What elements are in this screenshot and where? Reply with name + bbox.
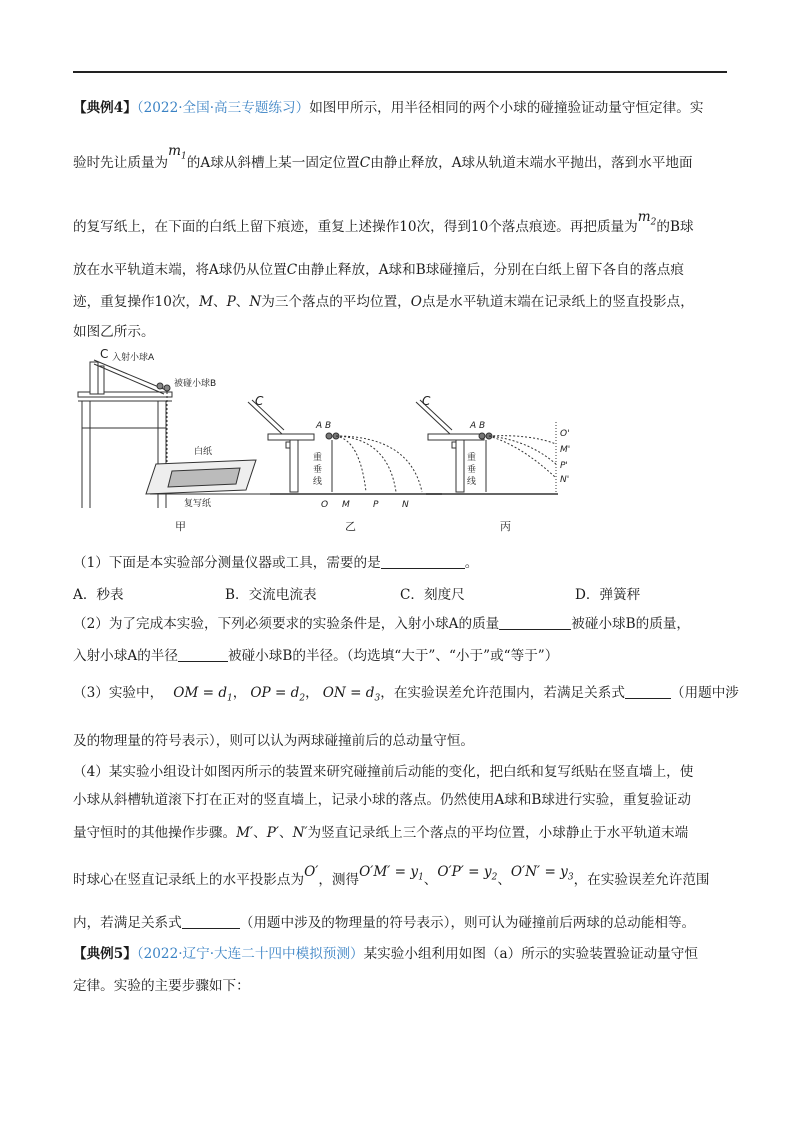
option-b: B．交流电流表 <box>225 587 317 603</box>
ex4-source: （2022·全国·高三专题练习） <box>136 100 310 116</box>
q4-line5 <box>73 913 733 933</box>
q4-line2: 小球从斜槽轨道滚下打在正对的竖直墙上，记录小球的落点。仍然使用A球和B球进行实验，重复验证动 <box>73 792 691 808</box>
sym-P-prime: P′ <box>266 825 279 841</box>
jia-label-carbon: 复写纸 <box>184 499 212 509</box>
ex4-text-5b: 为三个落点的平均位置， <box>261 294 411 310</box>
svg-text:垂: 垂 <box>313 465 323 475</box>
ex5-line2: 定律。实验的主要步骤如下： <box>73 978 250 994</box>
q4-text-d2: ，测得 <box>318 872 360 888</box>
ex4-text-4b: 由静止释放，A球和B球碰撞后，分别在白纸上留下各自的落点痕 <box>297 262 684 278</box>
jia-caption: 甲 <box>175 520 186 533</box>
bing-label-P1: P' <box>560 461 568 471</box>
option-a: A．秒表 <box>73 587 124 603</box>
m2-symbol: $m_2$ <box>637 209 657 228</box>
sym-O: O <box>410 294 422 310</box>
q3-text-a: （3）实验中， <box>73 685 164 701</box>
ex4-text-2a: 验时先让质量为 <box>73 155 169 171</box>
q4-line3: 量守恒时的其他操作步骤。M′、P′、N′为竖直记录纸上三个落点的平均位置，小球静止于水平轨道末端 <box>73 825 689 841</box>
q3-line1: （3）实验中， OM = $d_1$， OP = $d_2$， ON = $d_3$，在实验误差允许范围内，若满足关系式 （用题中涉 <box>73 685 739 704</box>
yi-caption: 乙 <box>345 520 356 533</box>
m1-symbol: $m_1$ <box>168 143 187 162</box>
ex4-text-2b: 的A球从斜槽上某一固定位置 <box>186 155 360 171</box>
bing-label-plumb: 重 <box>467 453 477 463</box>
header-rule <box>73 71 727 73</box>
q1-answer-blank[interactable] <box>381 554 465 569</box>
formula-y1: $O'M' = y_1$ <box>359 864 424 883</box>
yi-label-P: P <box>373 500 379 510</box>
q2-text-c: 入射小球A的半径 <box>73 648 178 664</box>
jia-label-incident: 入射小球A <box>112 353 155 363</box>
q3-line2: 及的物理量的符号表示），则可以认为两球碰撞前后的总动量守恒。 <box>73 733 475 749</box>
ex4-line5: 迹，重复操作10次，M、P、N为三个落点的平均位置，O点是水平轨道末端在记录纸上的竖直投影点， <box>73 294 694 310</box>
yi-label-C: C <box>255 394 264 408</box>
q3-blank[interactable] <box>625 684 671 699</box>
q3-text-b: ，在实验误差允许范围内，若满足关系式 <box>380 685 625 701</box>
bing-label-O1: O' <box>560 429 570 439</box>
sym-N: N <box>249 294 262 310</box>
formula-om: OM = $d_1$ <box>173 685 233 704</box>
q1-line <box>73 553 733 573</box>
ex5-source: （2022·辽宁·大连二十四中模拟预测） <box>136 946 364 962</box>
q1-text: （1）下面是本实验部分测量仪器或工具，需要的是 <box>73 555 381 571</box>
sym-O-prime: O′ <box>304 864 319 880</box>
yi-label-plumb: 重 <box>313 453 323 463</box>
ex4-line6: 如图乙所示。 <box>73 324 155 340</box>
q4-text-c2: 为竖直记录纸上三个落点的平均位置，小球静止于水平轨道末端 <box>307 825 689 841</box>
ex4-line3 <box>73 209 733 243</box>
ex4-text-3a: 的复写纸上，在下面的白纸上留下痕迹，重复上述操作10次，得到10个落点痕迹。再把质量为 <box>73 219 638 235</box>
ex4-text-4a: 放在水平轨道末端，将A球仍从位置 <box>73 262 287 278</box>
q2-text-b: 被碰小球B的质量， <box>571 616 691 632</box>
svg-text:垂: 垂 <box>467 465 477 475</box>
sym-P: P <box>226 294 236 310</box>
ex4-text-5c: 点是水平轨道末端在记录纸上的竖直投影点， <box>421 294 694 310</box>
bing-label-M1: M' <box>560 445 571 455</box>
formula-on: ON = $d_3$ <box>322 685 381 704</box>
q2-text-d: 被碰小球B的半径。（均选填“大于”、“小于”或“等于”） <box>227 648 559 664</box>
jia-label-paper: 白纸 <box>194 447 213 457</box>
experiment-figures <box>70 348 590 536</box>
option-d: D．弹簧秤 <box>575 587 641 603</box>
bing-label-C: C <box>422 394 431 408</box>
ex4-text-1: 如图甲所示，用半径相同的两个小球的碰撞验证动量守恒定律。实 <box>309 100 704 116</box>
ex5-text-1: 某实验小组利用如图（a）所示的实验装置验证动量守恒 <box>363 946 698 962</box>
ex4-tag: 【典例4】 <box>73 100 137 116</box>
ex4-text-5a: 迹，重复操作10次， <box>73 294 200 310</box>
jia-label-C: C <box>100 348 109 361</box>
ex4-text-2c: 由静止释放，A球从轨道末端水平抛出，落到水平地面 <box>370 155 693 171</box>
q4-text-e2: （用题中涉及的物理量的符号表示），则可认为碰撞前后两球的总动能相等。 <box>239 915 696 931</box>
q2-text-a: （2）为了完成本实验，下列必须要求的实验条件是，入射小球A的质量 <box>73 616 500 632</box>
q4-text-d1: 时球心在竖直记录纸上的水平投影点为 <box>73 872 305 888</box>
bing-label-AB: A B <box>470 421 486 431</box>
sym-M: M <box>199 294 213 310</box>
yi-label-O: O <box>321 500 329 510</box>
yi-label-M: M <box>342 500 350 510</box>
sym-N-prime: N′ <box>292 825 308 841</box>
ex4-c-symbol: C <box>359 155 371 171</box>
q4-line4: 时球心在竖直记录纸上的水平投影点为O′，测得$O'M' = y_1$、$O'P' = y_2$、$O'N' = y_3$，在实验误差允许范围 <box>73 864 710 888</box>
ex4-c-symbol-2: C <box>286 262 298 278</box>
bing-caption: 丙 <box>500 520 511 533</box>
formula-op: OP = $d_2$ <box>250 685 306 704</box>
ex5-line1 <box>73 944 733 964</box>
q4-text-e1: 内，若满足关系式 <box>73 915 182 931</box>
bing-label-N1: N' <box>560 475 570 485</box>
q4-line1: （4）某实验小组设计如图丙所示的装置来研究碰撞前后动能的变化，把白纸和复写纸贴在竖直墙上，使 <box>73 764 694 780</box>
q2-line1 <box>73 614 733 634</box>
ex4-line1 <box>73 98 733 118</box>
q4-text-c1: 量守恒时的其他操作步骤。 <box>73 825 237 841</box>
svg-text:线: 线 <box>313 477 323 487</box>
svg-text:线: 线 <box>467 477 477 487</box>
ex4-text-3b: 的B球 <box>656 219 694 235</box>
ex5-tag: 【典例5】 <box>73 946 137 962</box>
figure-bing <box>416 400 558 494</box>
q2-blank-radius[interactable] <box>178 647 228 662</box>
jia-label-target: 被碰小球B <box>174 379 217 389</box>
q2-line2 <box>73 646 733 666</box>
yi-label-AB: A B <box>316 421 332 431</box>
q4-blank[interactable] <box>182 914 240 929</box>
q1-end: 。 <box>464 555 479 571</box>
ex4-line2 <box>73 143 733 179</box>
formula-y3: $O'N' = y_3$ <box>510 864 574 883</box>
ex4-line4 <box>73 260 733 280</box>
q2-blank-mass[interactable] <box>499 615 571 630</box>
option-c: C．刻度尺 <box>400 587 465 603</box>
formula-y2: $O'P' = y_2$ <box>437 864 498 883</box>
q4-text-d3: ，在实验误差允许范围 <box>573 872 710 888</box>
yi-label-N: N <box>402 500 409 510</box>
sym-M-prime: M′ <box>236 825 254 841</box>
figure-yi <box>248 400 442 494</box>
q3-text-c: （用题中涉 <box>670 685 739 701</box>
